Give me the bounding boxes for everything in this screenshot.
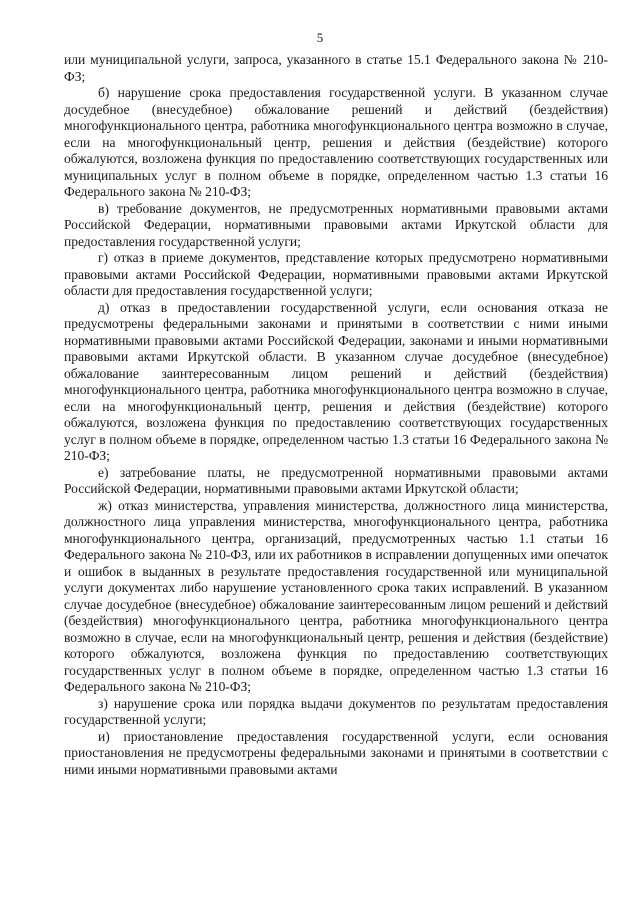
paragraph-item-e: е) затребование платы, не предусмотренной нормативными правовыми актами Российской Федерации, нормативными правовыми актами Иркутской области;: [64, 464, 608, 496]
paragraph-continuation: или муниципальной услуги, запроса, указанного в статье 15.1 Федерального закона № 210-ФЗ;: [64, 52, 608, 84]
page-number: 5: [316, 30, 324, 45]
paragraph-item-v: в) требование документов, не предусмотренных нормативными правовыми актами Российской Федерации, нормативными правовыми актами Иркутской области для предоставления государственной услуги;: [64, 200, 608, 249]
paragraph-item-g: г) отказ в приеме документов, представление которых предусмотрено нормативными правовыми актами Российской Федерации, нормативными правовыми актами Иркутской области для предоставления государственной услуги;: [64, 250, 608, 298]
paragraph-item-b: б) нарушение срока предоставления государственной услуги. В указанном случае досудебное (внесудебное) обжалование решений и действий (бездействия) многофункционального центра, работника многофункционального центра возможно в случае, если на многофункциональный центр, решения и действия (бездействие) которого обжалуются, возложена функция по предоставлению соответствующих государственных или муниципальных услуг в полном объеме в порядке, определенном частью 1.3 статьи 16 Федерального закона № 210-ФЗ;: [64, 85, 608, 199]
paragraph-item-i: и) приостановление предоставления государственной услуги, если основания приостановления не предусмотрены федеральными законами и принятыми в соответствии с ними иными нормативными правовыми актами: [64, 728, 608, 777]
document-body: [64, 52, 608, 778]
paragraph-item-d: д) отказ в предоставлении государственной услуги, если основания отказа не предусмотрены федеральными законами и принятыми в соответствии с ними иными нормативными правовыми актами Российской Федерации, законами и иными нормативными правовыми актами Иркутской области. В указанном случае досудебное (внесудебное) обжалование заинтересованным лицом решений и действий (бездействия) многофункционального центра, работника многофункционального центра возможно в случае, если на многофункциональный центр, решения и действия (бездействие) которого обжалуются, возложена функция по предоставлению соответствующих государственных услуг в полном объеме в порядке, определенном частью 1.3 статьи 16 Федерального закона № 210-ФЗ;: [64, 299, 608, 463]
paragraph-item-zh: ж) отказ министерства, управления министерства, должностного лица министерства, должностного лица управления министерства, многофункционального центра, работника многофункционального центра, организаций, предусмотренных частью 1.1 статьи 16 Федерального закона № 210-ФЗ, или их работников в исправлении допущенных ими опечаток и ошибок в выданных в результате предоставления государственной или муниципальной услуги документах либо нарушение установленного срока таких исправлений. В указанном случае досудебное (внесудебное) обжалование заинтересованным лицом решений и действий (бездействия) многофункционального центра, работника многофункционального центра возможно в случае, если на многофункциональный центр, решения и действия (бездействие) которого обжалуются, возложена функция по предоставлению соответствующих государственных услуг в полном объеме в порядке, определенном частью 1.3 статьи 16 Федерального закона № 210-ФЗ;: [64, 497, 608, 694]
paragraph-item-z: з) нарушение срока или порядка выдачи документов по результатам предоставления государственной услуги;: [64, 695, 608, 727]
